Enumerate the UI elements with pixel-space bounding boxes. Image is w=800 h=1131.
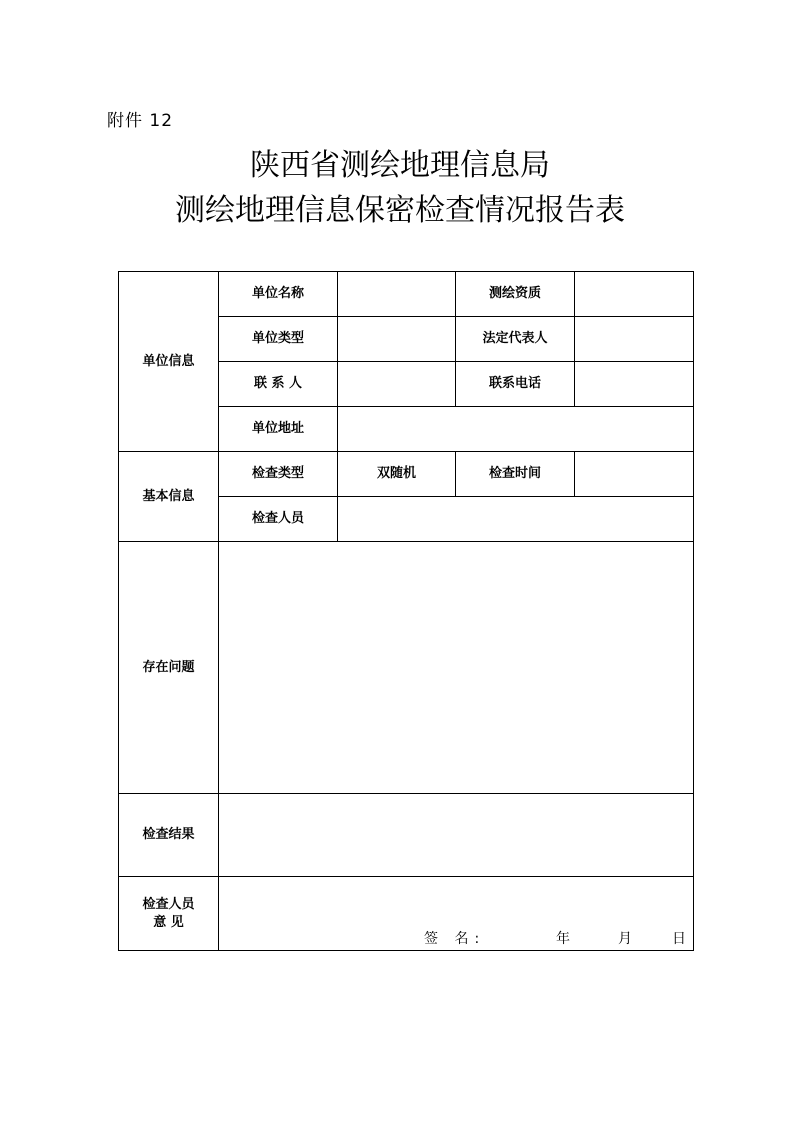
field-contact[interactable] bbox=[338, 362, 456, 407]
row-issues bbox=[119, 542, 694, 794]
field-issues[interactable] bbox=[219, 542, 694, 794]
label-contact: 联 系 人 bbox=[219, 362, 338, 407]
field-address[interactable] bbox=[338, 407, 694, 452]
label-address: 单位地址 bbox=[219, 407, 338, 452]
section-result: 检查结果 bbox=[119, 794, 219, 877]
signature-line bbox=[219, 928, 693, 950]
section-issues: 存在问题 bbox=[119, 542, 219, 794]
section-opinion-line1: 检查人员 bbox=[142, 896, 195, 912]
label-phone: 联系电话 bbox=[456, 362, 575, 407]
field-legal-rep[interactable] bbox=[575, 317, 694, 362]
report-form-table bbox=[118, 271, 694, 951]
section-opinion bbox=[119, 877, 219, 951]
row-result bbox=[119, 794, 694, 877]
section-opinion-line2: 意 见 bbox=[153, 914, 184, 930]
label-legal-rep: 法定代表人 bbox=[456, 317, 575, 362]
document-title-line2: 测绘地理信息保密检查情况报告表 bbox=[175, 193, 625, 228]
row-unit-name bbox=[119, 272, 694, 317]
field-unit-name[interactable] bbox=[338, 272, 456, 317]
label-check-type: 检查类型 bbox=[219, 452, 338, 497]
label-check-time: 检查时间 bbox=[456, 452, 575, 497]
section-basic-info: 基本信息 bbox=[119, 452, 219, 542]
field-unit-type[interactable] bbox=[338, 317, 456, 362]
signature-month: 月 bbox=[618, 931, 632, 947]
label-unit-name: 单位名称 bbox=[219, 272, 338, 317]
label-inspectors: 检查人员 bbox=[219, 497, 338, 542]
row-opinion bbox=[119, 877, 694, 951]
label-qualification: 测绘资质 bbox=[456, 272, 575, 317]
field-inspectors[interactable] bbox=[338, 497, 694, 542]
value-check-type: 双随机 bbox=[338, 452, 456, 497]
signature-day: 日 bbox=[672, 931, 686, 947]
attachment-number: 附件 12 bbox=[107, 111, 174, 131]
field-phone[interactable] bbox=[575, 362, 694, 407]
signature-year: 年 bbox=[556, 931, 570, 947]
document-title-line1: 陕西省测绘地理信息局 bbox=[250, 148, 550, 183]
field-result[interactable] bbox=[219, 794, 694, 877]
label-unit-type: 单位类型 bbox=[219, 317, 338, 362]
field-opinion[interactable] bbox=[219, 877, 694, 951]
row-check-type bbox=[119, 452, 694, 497]
field-qualification[interactable] bbox=[575, 272, 694, 317]
field-check-time[interactable] bbox=[575, 452, 694, 497]
section-unit-info: 单位信息 bbox=[119, 272, 219, 452]
signature-label: 签 名: bbox=[424, 931, 486, 947]
